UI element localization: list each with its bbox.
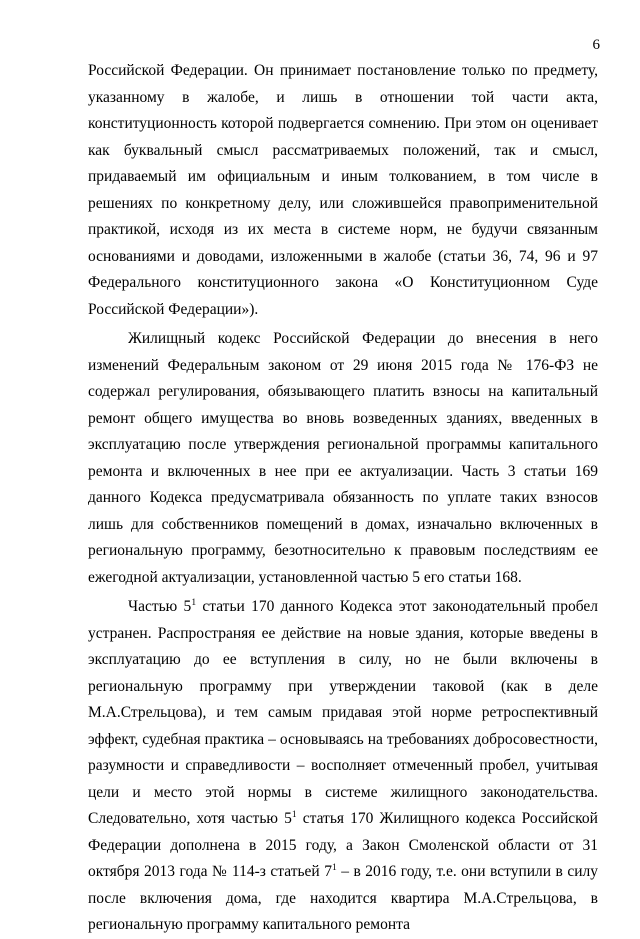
paragraph-continuation [88, 58, 598, 323]
superscript: 1 [191, 598, 197, 608]
paragraph-text: Частью 5 [128, 598, 192, 615]
paragraph-text: – в 2016 году, т.е. они вступили в силу после включения дома, где находится квартира М.А.Стрельцова, в региональную программу капитального ремонта [88, 863, 599, 933]
superscript: 1 [291, 810, 297, 820]
paragraph-text: статьи 170 данного Кодекса этот законодательный пробел устранен. Распространяя ее действие на новые здания, которые введены в эксплуатацию до ее вступления в силу, но не были включены в региональную программу при утверждении таковой (как в деле М.А.Стрельцова), и тем самым придавая этой норме ретроспективный эффект, судебная практика – основываясь на требованиях добросовестности, разумности и справедливости – восполняет отмеченный пробел, учитывая цели и место этой нормы в системе жилищного законодательства. Следовательно, хотя частью 5 [88, 598, 598, 827]
body-text [88, 58, 598, 939]
paragraph-text: статья 170 Жилищного кодекса Российской Федерации дополнена в 2015 году, а Закон Смоленской области от 31 октября 2013 года № 114-з статьей 7 [88, 810, 598, 880]
paragraph-text: Российской Федерации. Он принимает постановление только по предмету, указанному в жалобе, и лишь в отношении той части акта, конституционность которой подвергается сомнению. При этом он оценивает как буквальный смысл рассматриваемых положений, так и смысл, придаваемый им официальным и иным толкованием, в том числе в решениях по конкретному делу, или сложившейся правоприменительной практикой, исходя из их места в системе норм, не будучи связанным основаниями и доводами, изложенными в жалобе (статьи 36, 74, 96 и 97 Федерального конституционного закона «О Конституционном Суде Российской Федерации»). [88, 62, 598, 318]
paragraph-housing-code [88, 326, 598, 591]
superscript: 1 [331, 863, 337, 873]
paragraph-article-170 [88, 594, 598, 939]
paragraph-text: Жилищный кодекс Российской Федерации до внесения в него изменений Федеральным законом от 29 июня 2015 года № 176-ФЗ не содержал регулирования, обязывающего платить взносы на капитальный ремонт общего имущества во вновь возведенных зданиях, введенных в эксплуатацию после утверждения региональной программы капитального ремонта и включенных в нее при ее актуализации. Часть 3 статьи 169 данного Кодекса предусматривала обязанность по уплате таких взносов лишь для собственников помещений в домах, изначально включенных в региональную программу, безотносительно к правовым последствиям ее ежегодной актуализации, установленной частью 5 его статьи 168. [88, 330, 598, 586]
page-number: 6 [592, 37, 600, 53]
